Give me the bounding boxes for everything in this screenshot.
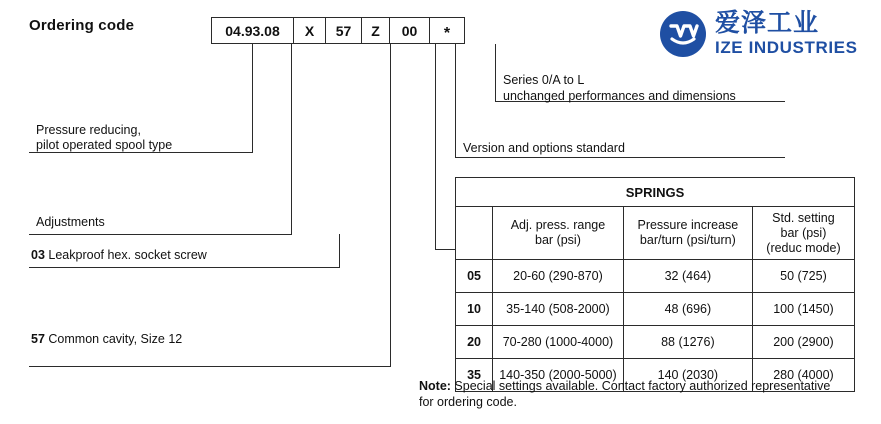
springs-table-header-range — [493, 207, 624, 260]
ize-logo-icon — [660, 11, 706, 57]
leader-line-model-vertical — [252, 44, 253, 152]
description-version: Version and options standard — [463, 141, 625, 155]
leader-line-leakproof-underline — [29, 267, 339, 268]
header-setting-line3: (reduc mode) — [766, 240, 841, 255]
code-cell-cavity[interactable]: 57 — [325, 17, 361, 44]
springs-row-increase: 140 (2030) — [623, 359, 752, 392]
table-row — [456, 326, 855, 359]
springs-row-range: 70-280 (1000-4000) — [493, 326, 624, 359]
logo-chinese-name: 爱泽工业 — [715, 9, 820, 37]
springs-table-title: SPRINGS — [456, 178, 855, 207]
table-note — [419, 378, 869, 410]
springs-table-header-row — [456, 207, 855, 260]
header-setting-line2: bar (psi) — [780, 225, 827, 240]
logo-text — [715, 10, 858, 57]
description-leakproof-text: Leakproof hex. socket screw — [48, 248, 207, 262]
description-cavity-code: 57 — [31, 332, 45, 346]
springs-row-code: 05 — [456, 260, 493, 293]
note-text-line1: Special settings available. Contact factory authorized representative — [450, 379, 831, 393]
description-leakproof — [31, 248, 207, 263]
description-series-line1: Series 0/A to L — [503, 73, 585, 87]
springs-row-code: 20 — [456, 326, 493, 359]
page-title: Ordering code — [29, 17, 135, 34]
leader-line-series-vertical — [495, 44, 496, 101]
springs-row-increase: 32 (464) — [623, 260, 752, 293]
springs-row-range: 20-60 (290-870) — [493, 260, 624, 293]
leader-line-cavity-vertical — [390, 44, 391, 366]
header-increase-line1: Pressure increase — [637, 218, 739, 232]
springs-row-setting: 200 (2900) — [752, 326, 854, 359]
header-increase-line2: bar/turn (psi/turn) — [639, 233, 736, 247]
leader-line-springs-horizontal — [435, 249, 456, 250]
description-series-line2: unchanged performances and dimensions — [503, 89, 736, 103]
springs-row-range: 140-350 (2000-5000) — [493, 359, 624, 392]
springs-row-range: 35-140 (508-2000) — [493, 293, 624, 326]
code-cell-series-value: * — [443, 24, 451, 42]
table-row — [456, 293, 855, 326]
code-cell-series[interactable] — [429, 17, 465, 44]
description-cavity — [31, 332, 182, 347]
header-range-line2: bar (psi) — [535, 233, 581, 247]
note-text-line2: for ordering code. — [419, 395, 517, 409]
springs-row-increase: 48 (696) — [623, 293, 752, 326]
description-series — [503, 72, 736, 104]
table-row — [456, 260, 855, 293]
description-pressure-reducing-line2: pilot operated spool type — [36, 138, 173, 152]
header-setting-line1: Std. setting — [772, 210, 835, 225]
springs-table-header-increase — [623, 207, 752, 260]
description-adjustments: Adjustments — [36, 215, 105, 229]
springs-table-header-code — [456, 207, 493, 260]
springs-table — [455, 177, 855, 392]
leader-line-leakproof-vertical — [339, 234, 340, 268]
springs-table-header-setting — [752, 207, 854, 260]
description-leakproof-code: 03 — [31, 248, 45, 262]
header-range-line1: Adj. press. range — [510, 218, 606, 232]
springs-row-increase: 88 (1276) — [623, 326, 752, 359]
code-cell-model[interactable]: 04.93.08 — [211, 17, 293, 44]
leader-line-adjustments-horizontal — [29, 234, 292, 235]
description-cavity-text: Common cavity, Size 12 — [48, 332, 183, 346]
code-cell-version[interactable]: 00 — [389, 17, 429, 44]
leader-line-version-vertical — [455, 44, 456, 157]
springs-row-code: 35 — [456, 359, 493, 392]
note-label: Note: — [419, 379, 451, 393]
leader-line-version-horizontal — [455, 157, 785, 158]
leader-line-cavity-horizontal — [29, 366, 391, 367]
code-cell-adjustment[interactable]: X — [293, 17, 325, 44]
springs-row-setting: 280 (4000) — [752, 359, 854, 392]
springs-row-setting: 50 (725) — [752, 260, 854, 293]
ordering-code-row — [211, 17, 465, 44]
springs-row-code: 10 — [456, 293, 493, 326]
company-logo — [660, 10, 858, 57]
springs-table-title-row — [456, 178, 855, 207]
springs-row-setting: 100 (1450) — [752, 293, 854, 326]
leader-line-springs-vertical — [435, 44, 436, 249]
leader-line-adjustments-vertical — [291, 44, 292, 234]
description-pressure-reducing — [36, 123, 172, 153]
description-pressure-reducing-line1: Pressure reducing, — [36, 123, 141, 137]
code-cell-spring[interactable]: Z — [361, 17, 389, 44]
logo-english-name: IZE INDUSTRIES — [715, 38, 858, 58]
